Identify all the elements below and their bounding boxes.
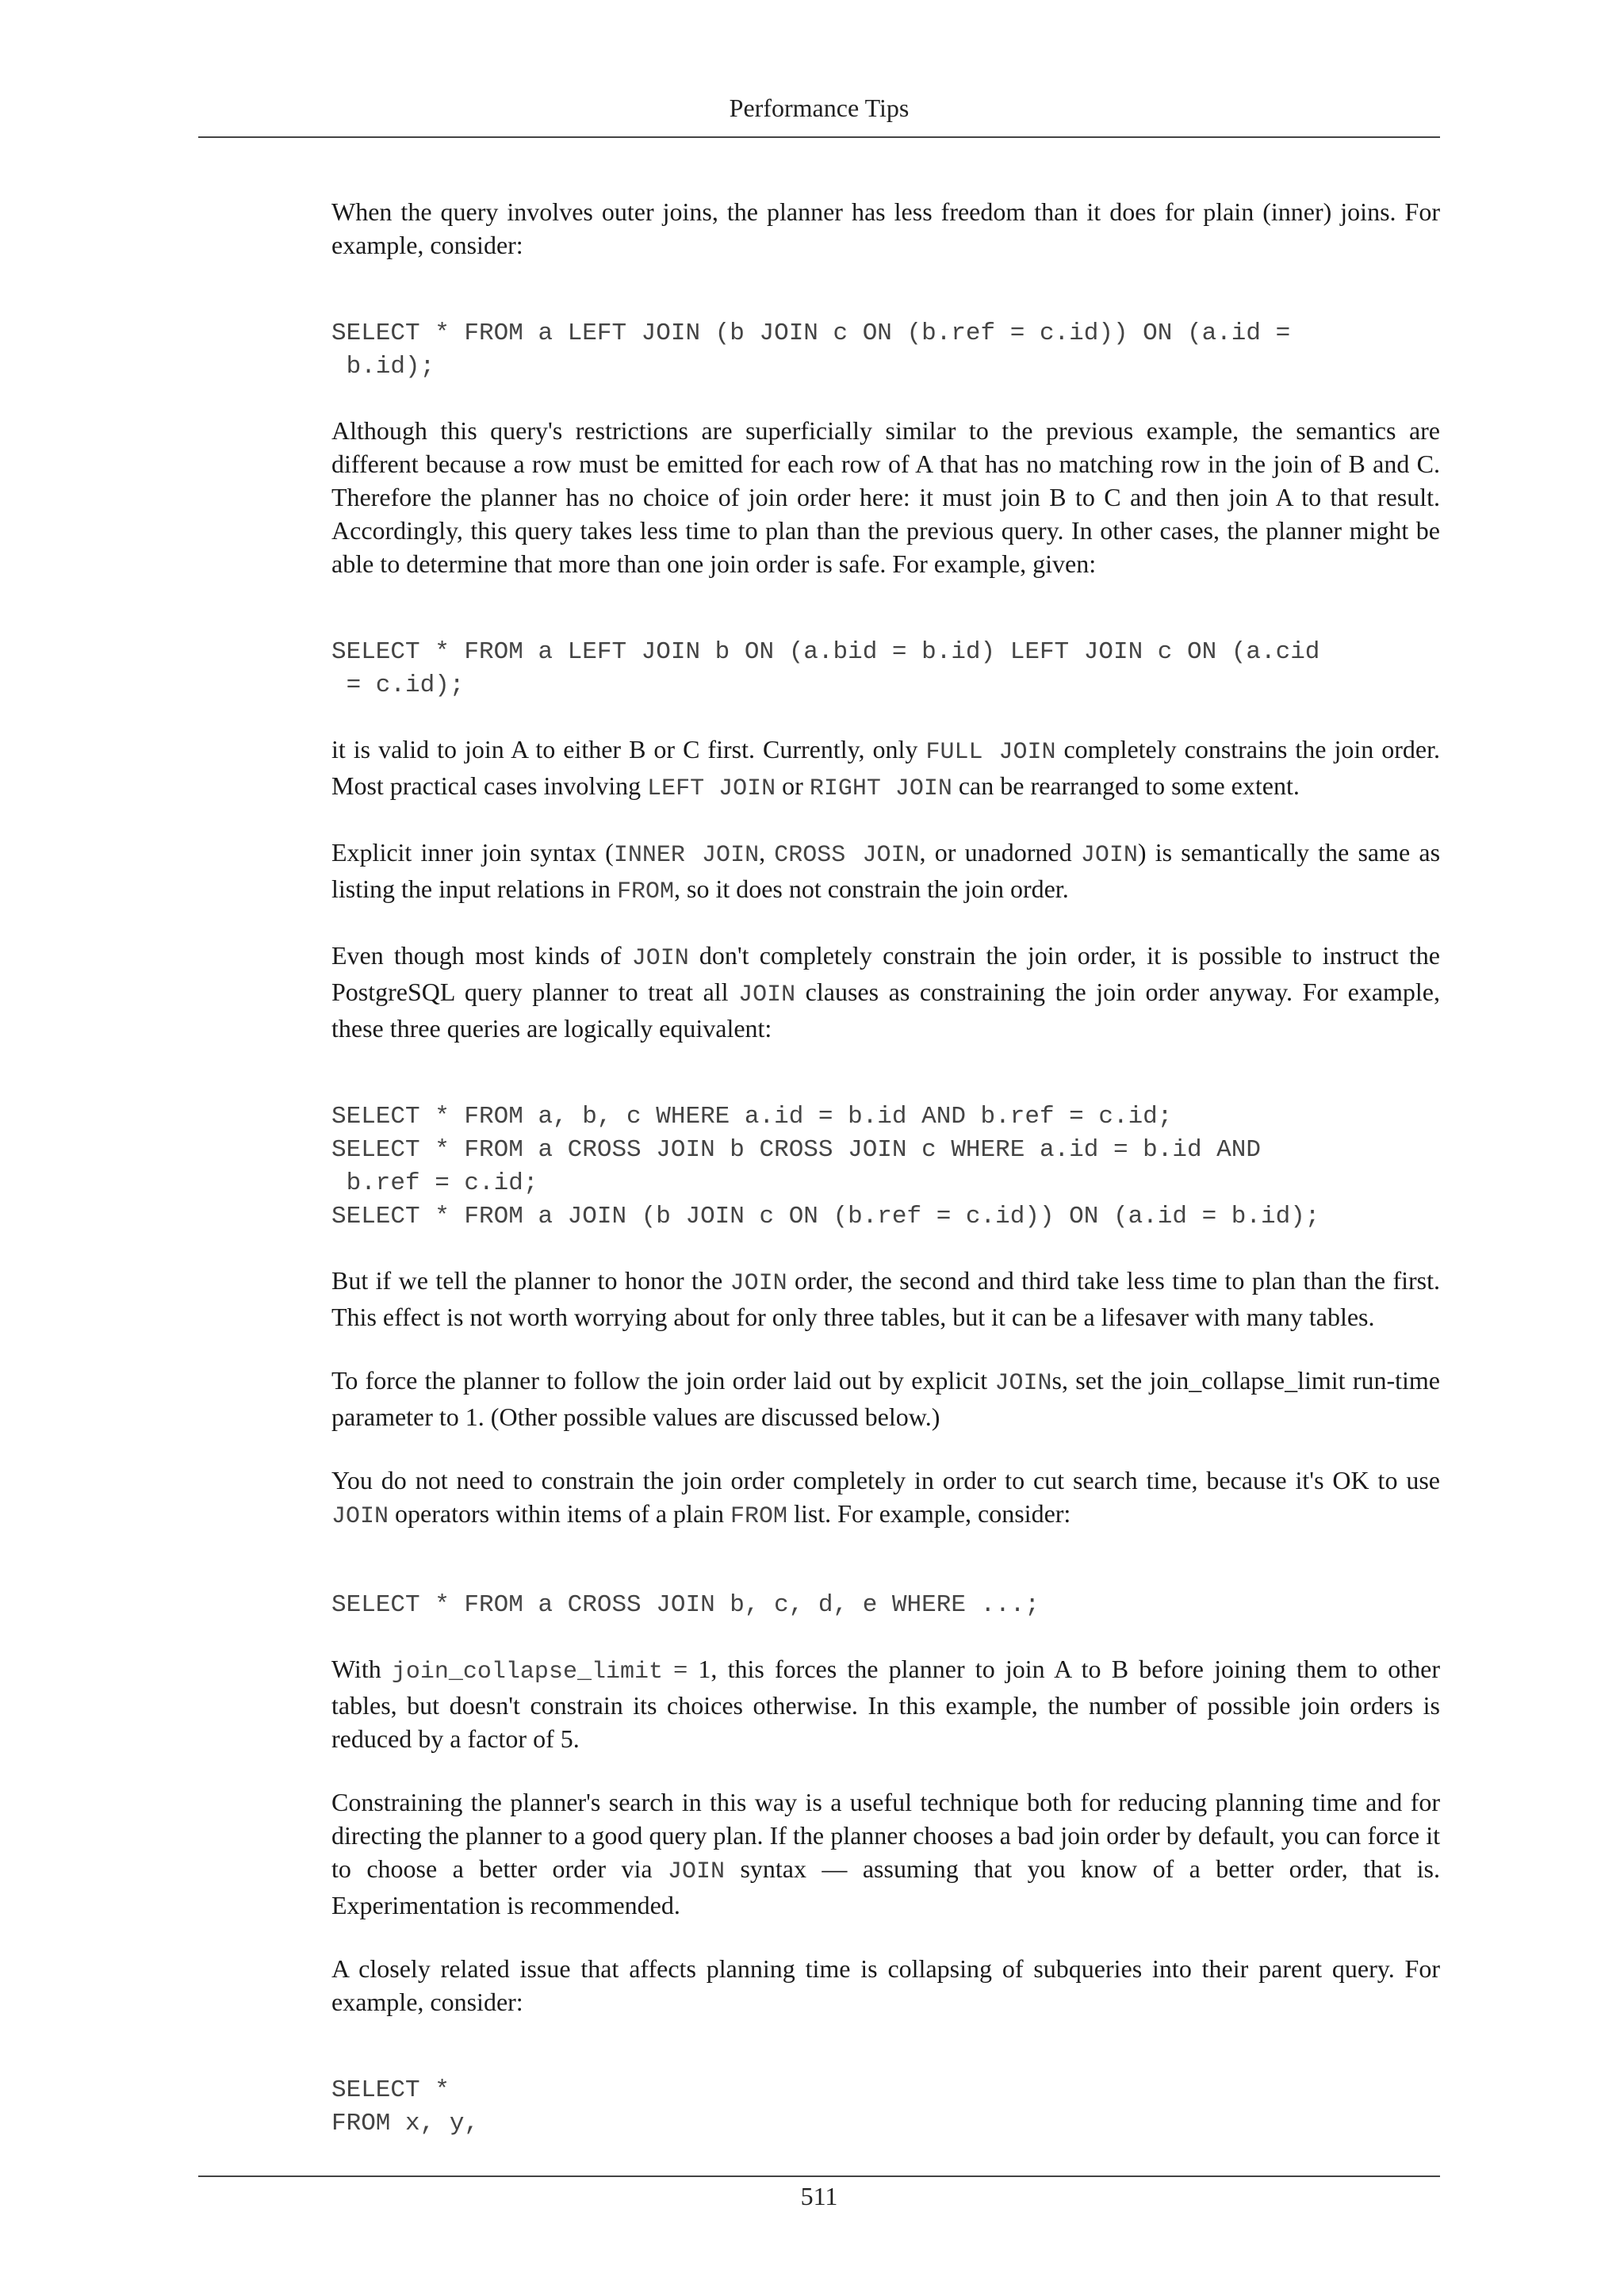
page-body [331, 195, 1440, 2171]
header-rule [198, 136, 1440, 138]
footer-rule [198, 2175, 1440, 2177]
paragraph-join-semantics: Although this query's restrictions are superficially similar to the previous example, the semantics are different because a row must be emitted for each row of A that has no matching row in the join of B and C. Therefore the planner has no choice of join order here: it must join B to C and then join A to that result. Accordingly, this query takes less time to plan than the previous query. In other cases, the planner might be able to determine that more than one join order is safe. For example, given: [331, 416, 1440, 578]
code-example-left-join: SELECT * FROM a LEFT JOIN (b JOIN c ON (b.ref = c.id)) ON (a.id = b.id); [331, 320, 1291, 381]
paragraph-equivalent-queries: Even though most kinds of JOIN don't completely constrain the join order, it is possible to instruct the PostgreSQL query planner to treat all JOIN clauses as constraining the join order anyway. For example, these three queries are logically equivalent: [331, 941, 1441, 1043]
code-example-two-left-joins: SELECT * FROM a LEFT JOIN b ON (a.bid = b.id) LEFT JOIN c ON (a.cid = c.id); [331, 638, 1320, 699]
paragraph-subqueries: A closely related issue that affects planning time is collapsing of subqueries into their parent query. For example, consider: [331, 1954, 1440, 2016]
code-example-cross-join-list: SELECT * FROM a CROSS JOIN b, c, d, e WHERE ...; [331, 1591, 1040, 1619]
paragraph-from-list: You do not need to constrain the join order completely in order to cut search time, because it's OK to use JOIN operators within items of a plain FROM list. For example, consider: [331, 1466, 1440, 1530]
paragraph-full-join: it is valid to join A to either B or C first. Currently, only FULL JOIN completely constrains the join order. Most practical cases involving LEFT JOIN or RIGHT JOIN can be rearranged to some extent. [331, 735, 1441, 802]
paragraph-constraining-search: Constraining the planner's search in this way is a useful technique both for reducing planning time and for directing the planner to a good query plan. If the planner chooses a bad join order by default, you can force it to choose a better order via JOIN syntax — assuming that you know of a better order, that is. Experimentation is recommended. [331, 1788, 1441, 1919]
paragraph-outer-joins: When the query involves outer joins, the planner has less freedom than it does for plain (inner) joins. For example, consider: [331, 197, 1440, 259]
code-example-subquery: SELECT * FROM x, y, [331, 2076, 480, 2137]
running-header: Performance Tips [729, 94, 910, 122]
paragraph-limit-one: With join_collapse_limit = 1, this forces the planner to join A to B before joining them to other tables, but doesn't constrain its choices otherwise. In this example, the number of possible join orders is reduced by a factor of 5. [331, 1655, 1441, 1753]
paragraph-honor-join-order: But if we tell the planner to honor the JOIN order, the second and third take less time to plan than the first. This effect is not worth worrying about for only three tables, but it can be a lifesaver with many tables. [331, 1266, 1441, 1331]
paragraph-join-collapse-limit: To force the planner to follow the join order laid out by explicit JOINs, set the join_collapse_limit run-time parameter to 1. (Other possible values are discussed below.) [331, 1366, 1441, 1431]
paragraph-inner-join-syntax: Explicit inner join syntax (INNER JOIN, CROSS JOIN, or unadorned JOIN) is semantically the same as listing the input relations in FROM, so it does not constrain the join order. [331, 838, 1441, 905]
page-number: 511 [800, 2182, 838, 2210]
code-example-three-queries: SELECT * FROM a, b, c WHERE a.id = b.id AND b.ref = c.id; SELECT * FROM a CROSS JOIN b CROSS JOIN c WHERE a.id = b.id AND b.ref = c.id; SELECT * FROM a JOIN (b JOIN c ON (b.ref = c.id)) ON (a.id = b.id); [331, 1103, 1320, 1230]
